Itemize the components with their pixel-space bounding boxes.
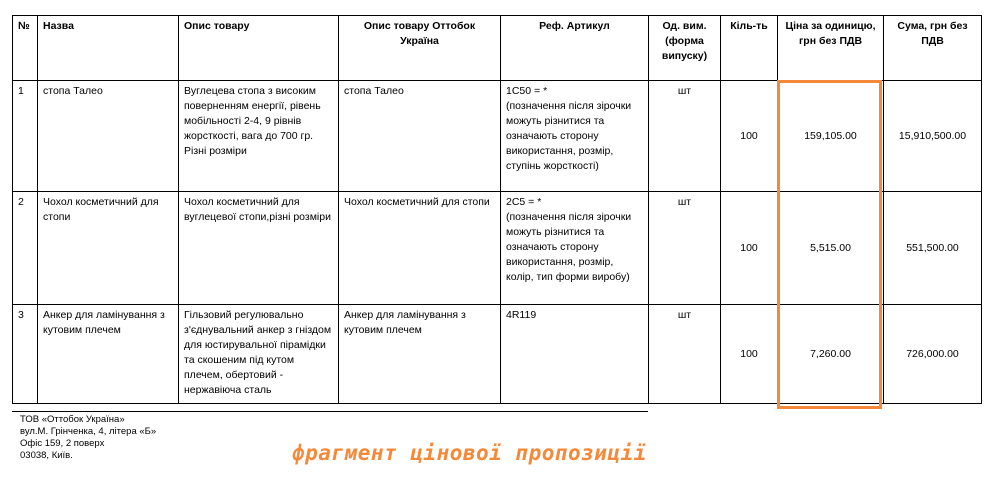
header-ref: Реф. Артикул — [501, 16, 649, 81]
row-qty: 100 — [721, 192, 778, 305]
header-qty: Кіль-ть — [721, 16, 778, 81]
row-sum: 551,500.00 — [884, 192, 982, 305]
fragment-caption: фрагмент цінової пропозиції — [292, 441, 647, 465]
row-sum: 726,000.00 — [884, 305, 982, 404]
row-qty: 100 — [721, 81, 778, 192]
company-address — [20, 414, 156, 462]
header-price: Ціна за одиницю, грн без ПДВ — [778, 16, 884, 81]
header-name: Назва — [38, 16, 179, 81]
address-street: вул.М. Грінченка, 4, літера «Б» — [20, 426, 157, 437]
row-num: 3 — [13, 305, 38, 404]
company-name: ТОВ «Оттобок Україна» — [20, 414, 125, 425]
price-column-highlight — [777, 80, 882, 409]
row-num: 1 — [13, 81, 38, 192]
row-price: 7,260.00 — [778, 305, 884, 404]
header-unit: Од. вим. (форма випуску) — [649, 16, 721, 81]
address-office: Офіс 159, 2 поверх — [20, 438, 105, 449]
row-unit: шт — [649, 81, 721, 192]
row-ottobock-description: стопа Талео — [339, 81, 501, 192]
address-city: 03038, Київ. — [20, 450, 73, 461]
row-sum: 15,910,500.00 — [884, 81, 982, 192]
row-ottobock-description: Чохол косметичний для стопи — [339, 192, 501, 305]
row-price: 159,105.00 — [778, 81, 884, 192]
row-name: стопа Талео — [38, 81, 179, 192]
header-row — [13, 16, 982, 81]
row-unit: шт — [649, 305, 721, 404]
header-ottobock-description: Опис товару Оттобок Україна — [339, 16, 501, 81]
row-description: Гільзовий регулювально з'єднувальний анкер з гніздом для юстирувальної пірамідки та скошеним під кутом плечем, обертовий - нержавіюча сталь — [179, 305, 339, 404]
header-num: № — [13, 16, 38, 81]
header-sum: Сума, грн без ПДВ — [884, 16, 982, 81]
row-description: Вуглецева стопа з високим поверненням енергії, рівень мобільності 2-4, 9 рівнів жорсткості, вага до 700 гр. Різні розміри — [179, 81, 339, 192]
row-ref: 1С50 = * (позначення після зірочки можуть різнитися та означають сторону використання, розмір, ступінь жорсткості) — [501, 81, 649, 192]
row-name: Чохол косметичний для стопи — [38, 192, 179, 305]
row-name: Анкер для ламінування з кутовим плечем — [38, 305, 179, 404]
row-ref: 4R119 — [501, 305, 649, 404]
row-ref: 2С5 = * (позначення після зірочки можуть різнитися та означають сторону використання, розмір, колір, тип форми виробу) — [501, 192, 649, 305]
row-ottobock-description: Анкер для ламінування з кутовим плечем — [339, 305, 501, 404]
row-num: 2 — [13, 192, 38, 305]
row-description: Чохол косметичний для вуглецевої стопи,різні розміри — [179, 192, 339, 305]
row-qty: 100 — [721, 305, 778, 404]
header-description: Опис товару — [179, 16, 339, 81]
row-price: 5,515.00 — [778, 192, 884, 305]
footer-divider — [12, 411, 648, 412]
row-unit: шт — [649, 192, 721, 305]
